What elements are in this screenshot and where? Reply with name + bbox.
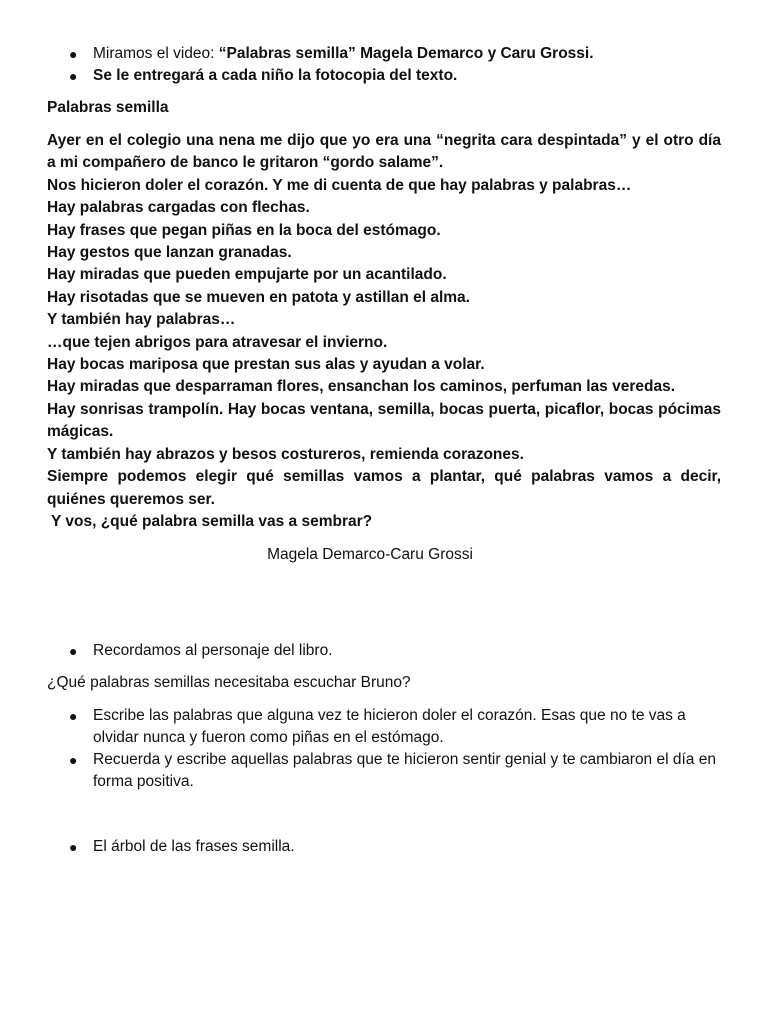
bullet-icon: ● xyxy=(69,643,78,659)
bullet-icon: ● xyxy=(69,839,78,855)
bullet-icon: ● xyxy=(69,752,78,768)
poem-line: Hay risotadas que se mueven en patota y astillan el alma. xyxy=(47,288,470,306)
poem-line: Y también hay palabras… xyxy=(47,311,236,329)
poem-line: …que tejen abrigos para atravesar el invierno. xyxy=(47,333,388,351)
poem-line: Hay miradas que pueden empujarte por un acantilado. xyxy=(47,266,447,284)
task-text: Escribe las palabras que alguna vez te hicieron doler el corazón. Esas que no te vas a olvidar nunca y fueron como piñas en el estómago. xyxy=(93,707,686,746)
poem-line: Siempre podemos elegir qué semillas vamos a plantar, qué palabras vamos a decir, quiénes queremos ser. xyxy=(47,468,721,508)
list-item-task xyxy=(47,705,721,749)
poem-line: Hay bocas mariposa que prestan sus alas y ayudan a volar. xyxy=(47,356,485,374)
list-item-tree xyxy=(47,836,721,858)
tasks-list xyxy=(47,705,721,793)
poem-title: Palabras semilla xyxy=(47,99,169,116)
video-title: “Palabras semilla” Magela Demarco y Caru Grossi. xyxy=(218,45,594,62)
poem-line: Hay frases que pegan piñas en la boca del estómago. xyxy=(47,221,441,239)
poem-line: Y también hay abrazos y besos costureros, remienda corazones. xyxy=(47,445,524,463)
list-item-video xyxy=(47,43,721,65)
poem-line: Hay gestos que lanzan granadas. xyxy=(47,244,292,262)
photocopy-text: Se le entregará a cada niño la fotocopia del texto. xyxy=(93,67,458,84)
bullet-icon: ● xyxy=(69,708,78,724)
bullet-icon: ● xyxy=(69,68,78,84)
list-item-task xyxy=(47,749,721,793)
recall-list xyxy=(47,640,721,662)
poem-line: Nos hicieron doler el corazón. Y me di cuenta de que hay palabras y palabras… xyxy=(47,176,632,194)
tree-list xyxy=(47,836,721,858)
poem-line: Hay sonrisas trampolín. Hay bocas ventana, semilla, bocas puerta, picaflor, bocas pócimas mágicas. xyxy=(47,400,721,441)
poem-author: Magela Demarco-Caru Grossi xyxy=(267,546,473,563)
bruno-question: ¿Qué palabras semillas necesitaba escuchar Bruno? xyxy=(47,674,411,691)
task-text: Recuerda y escribe aquellas palabras que te hicieron sentir genial y te cambiaron el día en forma positiva. xyxy=(93,751,716,790)
list-item-recall xyxy=(47,640,721,662)
poem-body xyxy=(47,130,721,533)
intro-list xyxy=(47,43,721,87)
poem-line: Hay palabras cargadas con flechas. xyxy=(47,199,310,217)
poem-line: Hay miradas que desparraman flores, ensanchan los caminos, perfuman las veredas. xyxy=(47,378,676,396)
poem-line: Ayer en el colegio una nena me dijo que yo era una “negrita cara despintada” y el otro día a mi compañero de banco le gritaron “gordo salame”. xyxy=(47,132,721,172)
poem-line: Y vos, ¿qué palabra semilla vas a sembrar? xyxy=(47,512,373,530)
recall-text: Recordamos al personaje del libro. xyxy=(93,642,333,659)
video-prefix: Miramos el video: xyxy=(93,45,219,62)
bullet-icon: ● xyxy=(69,46,78,62)
tree-text: El árbol de las frases semilla. xyxy=(93,838,295,855)
list-item-photocopy xyxy=(47,65,721,87)
